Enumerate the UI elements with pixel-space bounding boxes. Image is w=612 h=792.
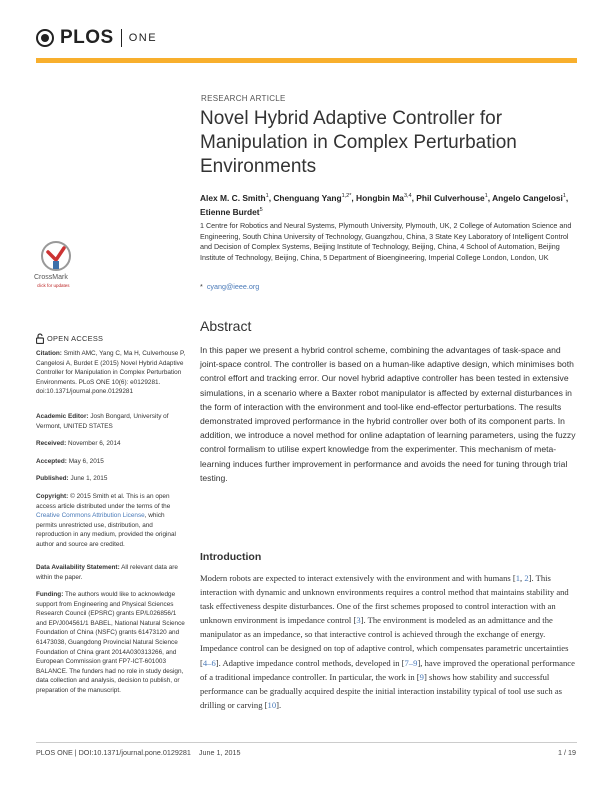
published-block [36,474,186,484]
author-affiliation-mark: 1 [484,193,488,199]
open-access-label: OPEN ACCESS [47,334,104,343]
author-separator: , [411,192,417,203]
reference-link[interactable]: 4–6 [202,657,216,668]
author-affiliation-mark: 1 [562,193,566,199]
funding-block [36,590,186,696]
author-name: Phil Culverhouse [416,192,485,203]
academic-editor-block [36,412,186,431]
author-affiliation-mark: 1 [265,193,269,199]
copyright-block [36,492,186,550]
introduction-heading: Introduction [200,551,262,563]
editor-label: Academic Editor: [36,413,89,420]
author-affiliation-mark: 3,4 [403,193,412,199]
open-access-badge [36,333,103,344]
footer-citation: PLOS ONE | DOI:10.1371/journal.pone.0129281 June 1, 2015 [36,748,241,757]
author-name: Alex M. C. Smith [200,192,266,203]
article-title: Novel Hybrid Adaptive Controller for Manipulation in Complex Perturbation Environments [200,108,517,177]
introduction-text-segment: ], have improved the operational performance of a traditional impedance controller. In particular, the work in [ [200,657,575,682]
footer-divider [36,742,577,743]
reference-link[interactable]: 3 [356,615,361,626]
accepted-date: May 6, 2015 [68,458,104,465]
open-lock-icon [36,333,44,344]
license-link[interactable]: Creative Commons Attribution License [36,512,145,520]
author-separator: , [268,192,274,203]
introduction-text-segment: ]. Adaptive impedance control methods, developed in [ [215,657,405,668]
introduction-text [200,571,580,712]
corresponding-email [200,282,259,291]
reference-link[interactable]: 10 [267,699,277,710]
copyright-text-post: , which permits unrestricted use, distribution, and reproduction in any medium, provided the original author and source are credited. [36,512,176,548]
author-affiliation-mark: 5 [259,206,263,213]
corresponding-mark: * [200,282,203,291]
plos-logo-icon [36,29,54,47]
citation-text: Smith AMC, Yang C, Ma H, Culverhouse P, Cangelosi A, Burdet E (2015) Novel Hybrid Adaptive Controller for Manipulation in Complex Perturbation Environments. PLoS ONE 10(6): e0129281. doi:10.1371/journal.pone.0129281 [36,350,186,396]
header-accent-bar [36,58,577,63]
accepted-label: Accepted: [36,458,67,465]
crossmark-icon [34,240,78,274]
crossmark-sublabel[interactable]: click for updates [37,283,70,288]
reference-link[interactable]: 9 [419,671,424,682]
editor-text: Josh Bongard, University of Vermont, UNITED STATES [36,413,169,430]
introduction-text-segment: ] shows how stability and successful performance can be gradually acquired despite the initial interaction instability typical of tool use such as drilling or carving [ [200,671,563,710]
reference-link[interactable]: 7–9 [404,657,418,668]
received-date: November 6, 2014 [67,440,121,447]
author-separator: , [351,192,357,203]
introduction-text-segment: Modern robots are expected to interact extensively with the environment and with humans [ [200,573,516,583]
introduction-text-segment: ]. The environment is modeled as an admittance and the manipulator as an impedance, so that interactive control is achieved through the exchange of energy. Impedance control can be designed on top of adaptive control, which compensates parametric uncertainties [ [200,615,569,668]
article-type: RESEARCH ARTICLE [201,94,286,103]
author-separator: , [487,192,493,203]
data-availability-block [36,563,186,582]
author-name: Angelo Cangelosi [492,192,563,203]
availability-label: Data Availability Statement: [36,564,120,571]
received-label: Received: [36,440,67,447]
copyright-label: Copyright: [36,493,69,500]
funding-text: The authors would like to acknowledge support from Engineering and Physical Sciences Research Council (EPSRC) grants EP/L026856/1 and EP/J004561/1 BABEL, National Natural Science Foundation of China (NSFC) grants 61473120 and 61473038, Guangdong Provincial Natural Science Foundation of China grant 2014A030313266, and European Commission grant FP7-ICT-601003 BALANCE. The funders had no role in study design, data collection and analysis, decision to publish, or preparation of the manuscript. [36,591,185,694]
author-separator: , [565,192,569,203]
citation-label: Citation: [36,350,62,357]
author-list [200,190,580,218]
introduction-text-segment: , [520,573,525,583]
author-name: Etienne Burdet [200,206,260,217]
funding-label: Funding: [36,591,64,598]
abstract-text: In this paper we present a hybrid control scheme, combining the advantages of task-space and joint-space control. The controller is based on a human-like adaptive design, which minimises both control effort and tracking error. Our novel hybrid adaptive controller has been tested in extensive simulations, in a scenario where a Baxter robot manipulator is affected by external disturbances in the form of interaction with the environment and tool-like end-effector perturbations. The results demonstrated improved performance in the hybrid controller over both of its component parts. In addition, we introduce a novel method for online adaptation of learning parameters, using the fuzzy control formalism to utilise expert knowledge from the experimenter. This mechanism of meta-learning induces further improvement in performance and avoids the need for tuning through trial testing. [200,345,576,483]
introduction-text-segment: ]. This interaction with dynamic and unknown environments requires a control method that maintains stability and task effectiveness despite disturbances. One of the first schemes proposed to control interaction with an unknown environment is impedance control [ [200,573,569,626]
logo-plos-text: PLOS [60,27,114,48]
citation-block [36,349,186,397]
author-name: Hongbin Ma [356,192,404,203]
introduction-text-segment: ]. [276,699,282,710]
copyright-text-pre: © 2015 Smith et al. This is an open access article distributed under the terms of the [36,493,171,510]
logo-one-text: ONE [128,32,158,44]
reference-link[interactable]: 1 [515,573,521,583]
author-name: Chenguang Yang [273,192,342,203]
abstract-heading: Abstract [200,318,252,334]
availability-text: All relevant data are within the paper. [36,564,178,581]
published-label: Published: [36,475,69,482]
page-number: 1 / 19 [558,748,576,757]
logo-separator [121,29,122,47]
published-date: June 1, 2015 [70,475,108,482]
affiliations: 1 Centre for Robotics and Neural Systems, Plymouth University, Plymouth, UK, 2 College of Automation Science and Engineering, South China University of Technology, Guangzhou, China, 3 State Key Laboratory of Intelligent Control and Decision of Complex Systems, Beijing Institute of Technology, Beijing, China, 4 School of Automation, Beijing Institute of Technology, Beijing, China, 5 Department of Bioengineering, Imperial College London, London, UK [200,221,572,262]
received-block [36,439,186,449]
accepted-block [36,457,186,467]
plos-one-logo[interactable] [36,26,157,50]
author-affiliation-mark: 1,2* [341,193,352,199]
email-link[interactable]: cyang@ieee.org [206,282,260,291]
reference-link[interactable]: 2 [524,573,529,583]
crossmark-label: CrossMark [34,274,68,281]
